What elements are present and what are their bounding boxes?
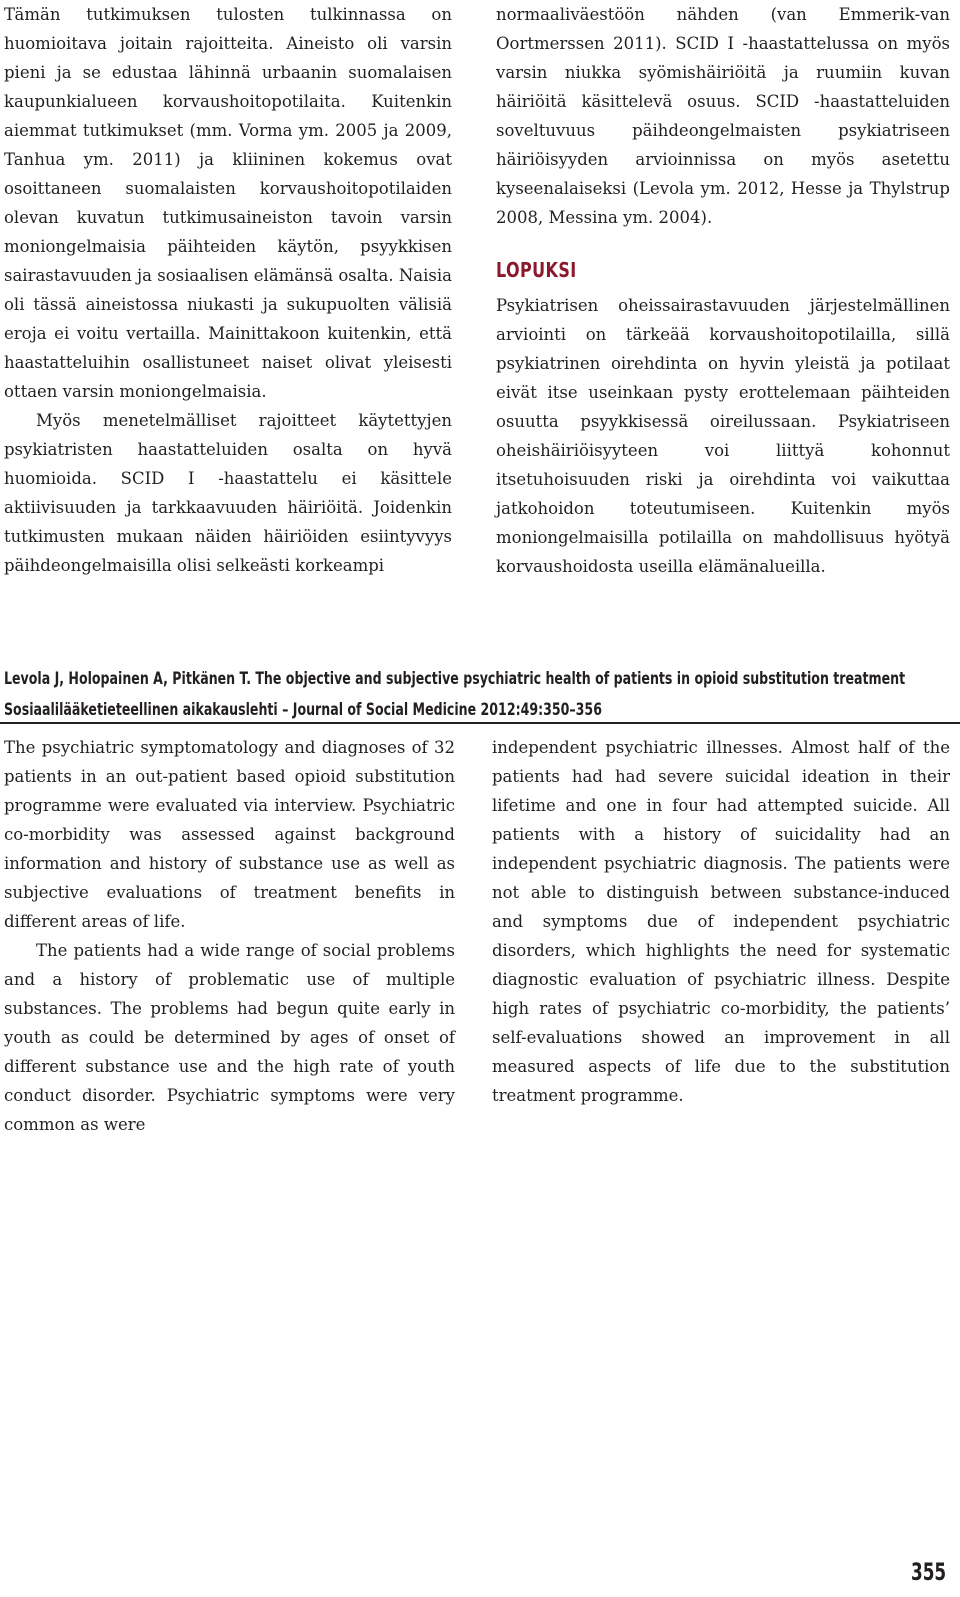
- english-left-column: [4, 733, 455, 1139]
- finnish-paragraph-methods: Myös menetelmälliset rajoitteet käytettyjen psykiatristen haastatteluiden osalta on hyvä huomioida. SCID I -haastattelu ei käsittele aktiivisuuden ja tarkkaavuuden häiriöitä. Joidenkin tutkimusten mukaan näiden häiriöiden esiintyvyys päihdeongelmaisilla olisi selkeästi korkeampi: [4, 411, 452, 575]
- citation-authors-title: Levola J, Holopainen A, Pitkänen T. The objective and subjective psychiatric health of patients in opioid substitution treatment: [4, 669, 906, 689]
- finnish-paragraph-continuation: normaaliväestöön nähden (van Emmerik-van Oortmerssen 2011). SCID I -haastattelussa on myös varsin niukka syömishäiriöitä ja ruumiin kuvan häiriöitä käsittelevä osuus. SCID -haastatteluiden soveltuvuus päihdeongelmaisten psykiatriseen häiriöisyyden arvioinnissa on myös asetettu kyseenalaiseksi (Levola ym. 2012, Hesse ja Thylstrup 2008, Messina ym. 2004).: [496, 5, 950, 227]
- finnish-left-column: [4, 0, 452, 580]
- page-number: 355: [910, 1558, 946, 1586]
- citation-journal: Sosiaalilääketieteellinen aikakauslehti – Journal of Social Medicine 2012:49:350–356: [4, 700, 602, 720]
- finnish-right-column: [496, 0, 950, 581]
- english-right-column: [492, 733, 950, 1110]
- english-paragraph-continuation: independent psychiatric illnesses. Almost half of the patients had had severe suicidal ideation in their lifetime and one in four had attempted suicide. All patients with a history of suicidality had an independent psychiatric diagnosis. The patients were not able to distinguish between substance-induced and symptoms due of independent psychiatric disorders, which highlights the need for systematic diagnostic evaluation of psychiatric illness. Despite high rates of psychiatric co-morbidity, the patients’ self-evaluations showed an improvement in all measured aspects of life due to the substitution treatment programme.: [492, 738, 950, 1105]
- horizontal-rule: [0, 722, 960, 724]
- english-paragraph-2: The patients had a wide range of social problems and a history of problematic use of multiple substances. The problems had begun quite early in youth as could be determined by ages of onset of different substance use and the high rate of youth conduct disorder. Psychiatric symptoms were very common as were: [4, 941, 455, 1134]
- english-summary-citation: [4, 664, 954, 726]
- section-heading-lopuksi: LOPUKSI: [496, 258, 577, 282]
- finnish-paragraph-limitations: Tämän tutkimuksen tulosten tulkinnassa on huomioitava joitain rajoitteita. Aineisto oli varsin pieni ja se edustaa lähinnä urbaanin suomalaisen kaupunkialueen korvaushoitopotilaita. Kuitenkin aiemmat tutkimukset (mm. Vorma ym. 2005 ja 2009, Tanhua ym. 2011) ja kliininen kokemus ovat osoittaneen suomalaisten korvaushoitopotilaiden olevan kuvatun tutkimusaineiston tavoin varsin moniongelmaisia päihteiden käytön, psyykkisen sairastavuuden ja sosiaalisen elämänsä osalta. Naisia oli tässä aineistossa niukasti ja sukupuolten välisiä eroja ei voitu vertailla. Mainittakoon kuitenkin, että haastatteluihin osallistuneet naiset olivat yleisesti ottaen varsin moniongelmaisia.: [4, 5, 452, 401]
- finnish-paragraph-conclusion: Psykiatrisen oheissairastavuuden järjestelmällinen arviointi on tärkeää korvaushoitopotilailla, sillä psykiatrinen oirehdinta on hyvin yleistä ja potilaat eivät itse useinkaan pysty erottelemaan päihteiden osuutta psyykkisessä oireilussaan. Psykiatriseen oheishäiriöisyyteen voi liittyä kohonnut itsetuhoisuuden riski ja oirehdinta voi vaikuttaa jatkohoidon toteutumiseen. Kuitenkin myös moniongelmaisilla potilailla on mahdollisuus hyötyä korvaushoidosta useilla elämänalueilla.: [496, 296, 950, 576]
- english-paragraph-1: The psychiatric symptomatology and diagnoses of 32 patients in an out-patient based opioid substitution programme were evaluated via interview. Psychiatric co-morbidity was assessed against background information and history of substance use as well as subjective evaluations of treatment benefits in different areas of life.: [4, 738, 455, 931]
